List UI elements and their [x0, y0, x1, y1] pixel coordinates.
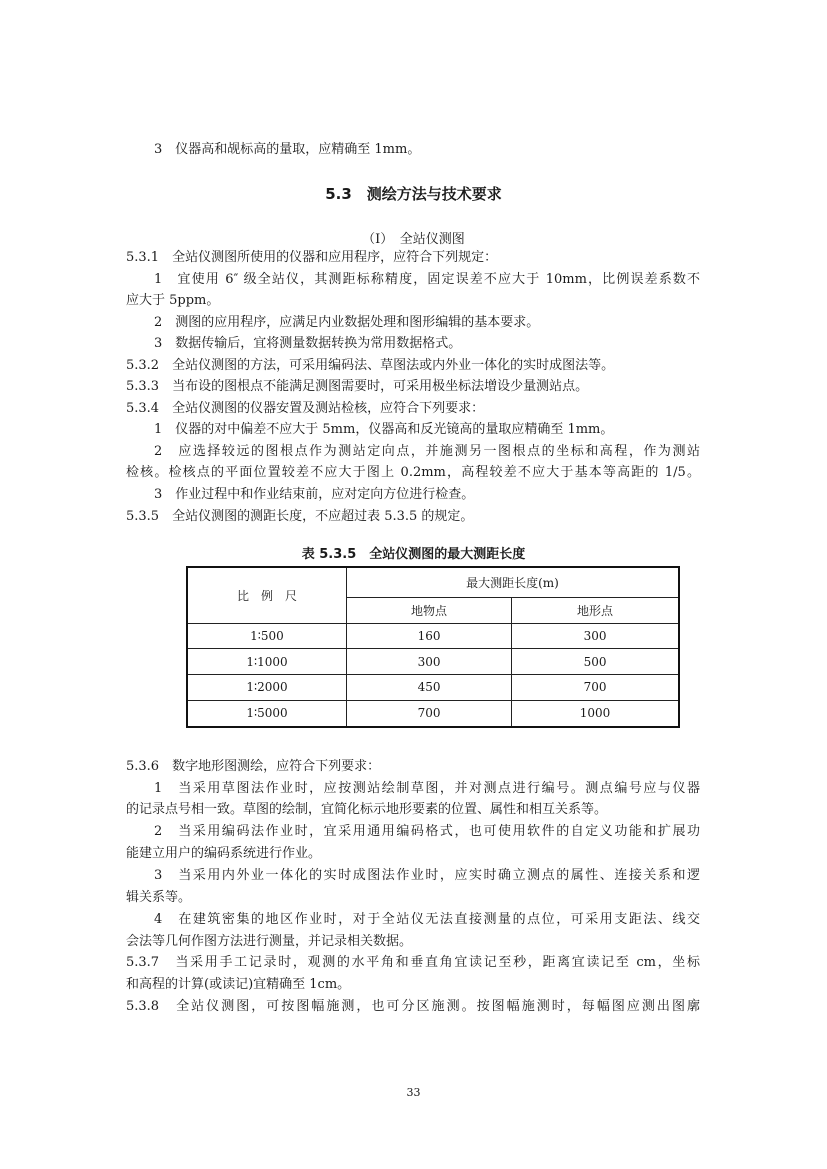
- clause-5-3-1-item-3: 3 数据传输后，宜将测量数据转换为常用数据格式。: [154, 336, 462, 351]
- clause-5-3-6-item-2-cont: 能建立用户的编码系统进行作业。: [126, 846, 322, 861]
- max-distance-table: [186, 566, 680, 728]
- clause-5-3-1: 5.3.1 全站仪测图所使用的仪器和应用程序，应符合下列规定：: [126, 250, 498, 265]
- header-scale: 比 例 尺: [187, 567, 347, 623]
- table-caption: 表 5.3.5 全站仪测图的最大测距长度: [301, 547, 526, 562]
- clause-5-3-4-item-2: 2 应选择较远的图根点作为测站定向点，并施测另一图根点的坐标和高程，作为测站: [154, 444, 700, 459]
- table-row: [187, 649, 679, 675]
- clause-5-3-1-item-1-cont: 应大于 5ppm。: [126, 293, 220, 308]
- clause-5-3-6-item-2: 2 当采用编码法作业时，宜采用通用编码格式，也可使用软件的自定义功能和扩展功: [154, 824, 700, 839]
- line-instrument-height: 3 仪器高和觇标高的量取，应精确至 1mm。: [154, 142, 421, 157]
- clause-5-3-6-item-4: 4 在建筑密集的地区作业时，对于全站仪无法直接测量的点位，可采用支距法、线交: [154, 912, 700, 927]
- table-row: [187, 623, 679, 649]
- cell-terrain: 700: [512, 675, 679, 701]
- clause-5-3-3: 5.3.3 当布设的图根点不能满足测图需要时，可采用极坐标法增设少量测站点。: [126, 379, 589, 394]
- cell-feature: 700: [347, 700, 512, 727]
- clause-5-3-1-item-2: 2 测图的应用程序，应满足内业数据处理和图形编辑的基本要求。: [154, 315, 540, 330]
- cell-scale: 1∶1000: [187, 649, 347, 675]
- clause-5-3-6-item-3-cont: 辑关系等。: [126, 890, 192, 905]
- cell-feature: 160: [347, 623, 512, 649]
- header-feature-point: 地物点: [347, 597, 512, 623]
- subsection-title: （Ⅰ） 全站仪测图: [362, 232, 465, 247]
- cell-scale: 1∶500: [187, 623, 347, 649]
- section-title: 5.3 测绘方法与技术要求: [325, 185, 502, 203]
- clause-5-3-6-item-3: 3 当采用内外业一体化的实时成图法作业时，应实时确立测点的属性、连接关系和逻: [154, 868, 700, 883]
- table-row: [187, 675, 679, 701]
- cell-terrain: 500: [512, 649, 679, 675]
- clause-5-3-4-item-3: 3 作业过程中和作业结束前，应对定向方位进行检查。: [154, 487, 475, 502]
- cell-scale: 1∶2000: [187, 675, 347, 701]
- cell-terrain: 1000: [512, 700, 679, 727]
- clause-5-3-7-cont: 和高程的计算(或读记)宜精确至 1cm。: [126, 977, 351, 992]
- cell-feature: 450: [347, 675, 512, 701]
- clause-5-3-7: 5.3.7 当采用手工记录时，观测的水平角和垂直角宜读记至秒，距离宜读记至 cm，坐标: [126, 955, 700, 970]
- clause-5-3-4: 5.3.4 全站仪测图的仪器安置及测站检核，应符合下列要求：: [126, 401, 485, 416]
- clause-5-3-6-item-1: 1 当采用草图法作业时，应按测站绘制草图，并对测点进行编号。测点编号应与仪器: [154, 781, 700, 796]
- clause-5-3-4-item-2-cont: 检核。检核点的平面位置较差不应大于图上 0.2mm，高程较差不应大于基本等高距的 1/5。: [126, 465, 701, 480]
- page-number: 33: [406, 1086, 421, 1099]
- header-max-distance: 最大测距长度(m): [347, 567, 680, 597]
- clause-5-3-1-item-1: 1 宜使用 6″ 级全站仪，其测距标称精度，固定误差不应大于 10mm，比例误差系数不: [154, 272, 700, 287]
- clause-5-3-6-item-4-cont: 会法等几何作图方法进行测量，并记录相关数据。: [126, 934, 413, 949]
- clause-5-3-6-item-1-cont: 的记录点号相一致。草图的绘制，宜简化标示地形要素的位置、属性和相互关系等。: [126, 802, 608, 817]
- cell-scale: 1∶5000: [187, 700, 347, 727]
- clause-5-3-6: 5.3.6 数字地形图测绘，应符合下列要求：: [126, 759, 381, 774]
- clause-5-3-4-item-1: 1 仪器的对中偏差不应大于 5mm，仪器高和反光镜高的量取应精确至 1mm。: [154, 422, 614, 437]
- clause-5-3-2: 5.3.2 全站仪测图的方法，可采用编码法、草图法或内外业一体化的实时成图法等。: [126, 358, 615, 373]
- header-terrain-point: 地形点: [512, 597, 679, 623]
- table-row: [187, 700, 679, 727]
- cell-terrain: 300: [512, 623, 679, 649]
- clause-5-3-5: 5.3.5 全站仪测图的测距长度，不应超过表 5.3.5 的规定。: [126, 509, 474, 524]
- cell-feature: 300: [347, 649, 512, 675]
- clause-5-3-8: 5.3.8 全站仪测图，可按图幅施测，也可分区施测。按图幅施测时，每幅图应测出图廓: [126, 999, 700, 1014]
